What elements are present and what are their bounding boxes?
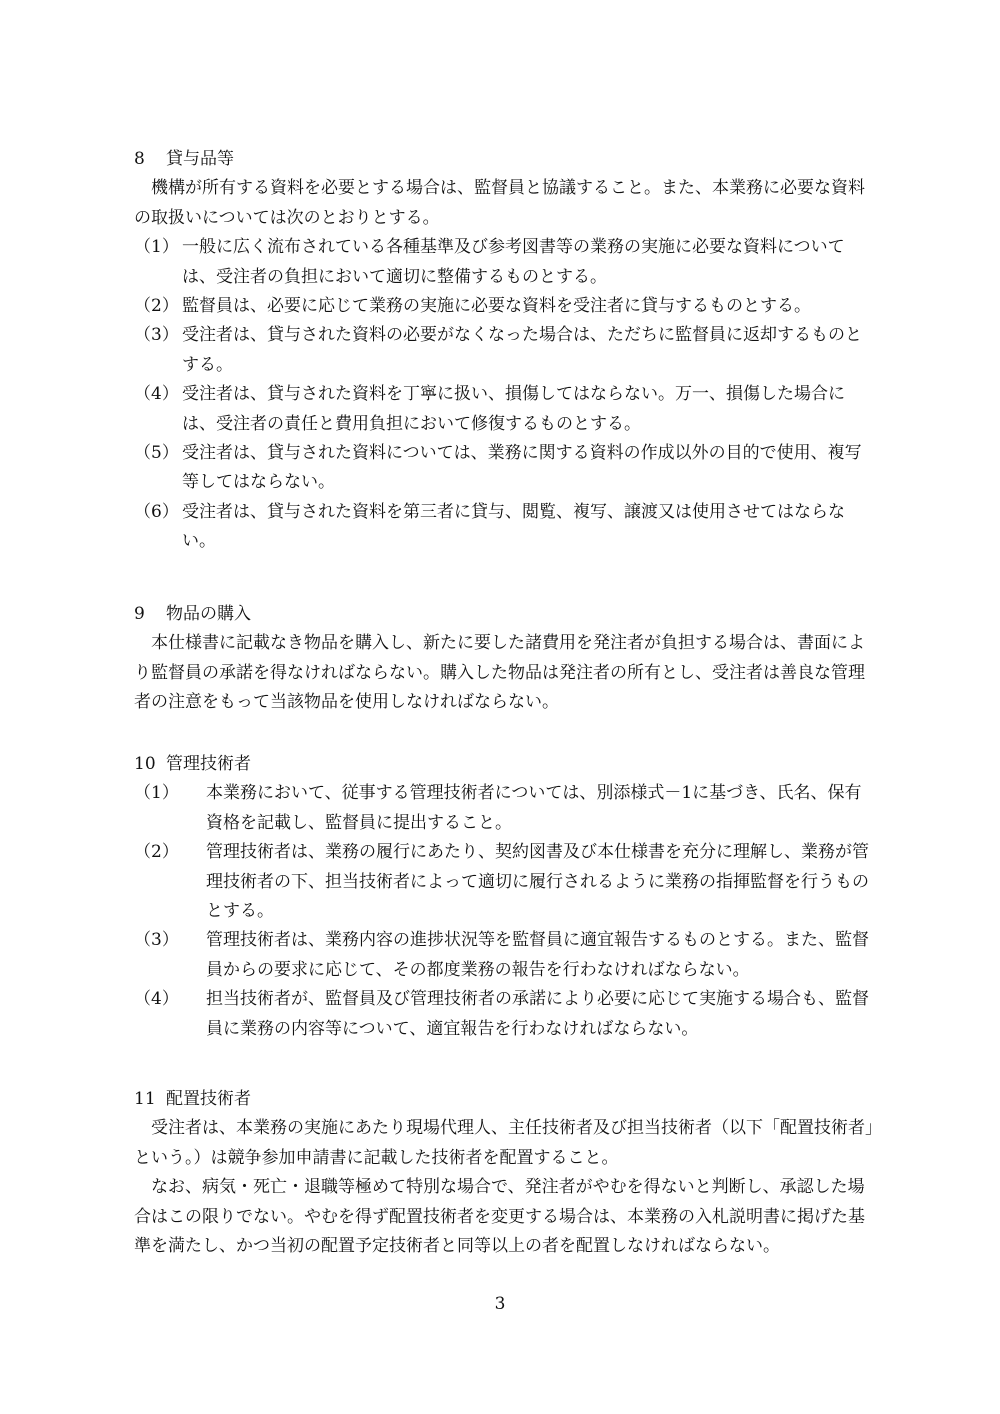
list-item — [134, 321, 874, 380]
list-item — [134, 380, 874, 439]
section-9 — [134, 600, 874, 718]
item-text: 受注者は、貸与された資料を丁寧に扱い、損傷してはならない。万一、損傷した場合には、受注者の責任と費用負担において修復するものとする。 — [182, 384, 845, 434]
section-heading — [134, 750, 874, 779]
list-item — [134, 838, 874, 926]
section-title: 配置技術者 — [166, 1089, 251, 1109]
list-item — [134, 233, 874, 292]
item-label: （6） — [134, 501, 179, 522]
section-number: 9 — [134, 604, 145, 624]
item-label: （3） — [134, 930, 179, 951]
section-number: 8 — [134, 149, 145, 169]
list-item — [134, 498, 874, 557]
item-text: 管理技術者は、業務の履行にあたり、契約図書及び本仕様書を充分に理解し、業務が管理技術者の下、担当技術者によって適切に履行されるように業務の指揮監督を行うものとする。 — [206, 842, 869, 922]
section-paragraph-2: なお、病気・死亡・退職等極めて特別な場合で、発注者がやむを得ないと判断し、承認した場合はこの限りでない。やむを得ず配置技術者を変更する場合は、本業務の入札説明書に掲げた基準を満たし、かつ当初の配置予定技術者と同等以上の者を配置しなければならない。 — [134, 1177, 865, 1257]
section-paragraph: 本仕様書に記載なき物品を購入し、新たに要した諸費用を発注者が負担する場合は、書面により監督員の承諾を得なければならない。購入した物品は発注者の所有とし、受注者は善良な管理者の注意をもって当該物品を使用しなければならない。 — [134, 633, 865, 713]
item-text: 一般に広く流布されている各種基準及び参考図書等の業務の実施に必要な資料については、受注者の負担において適切に整備するものとする。 — [182, 237, 845, 287]
section-heading — [134, 1085, 874, 1114]
section-title: 物品の購入 — [166, 604, 251, 624]
list-item — [134, 985, 874, 1044]
item-text: 受注者は、貸与された資料を第三者に貸与、閲覧、複写、譲渡又は使用させてはならない。 — [182, 501, 845, 552]
section-paragraph: 受注者は、本業務の実施にあたり現場代理人、主任技術者及び担当技術者（以下「配置技術者」という。）は競争参加申請書に記載した技術者を配置すること。 — [134, 1118, 874, 1168]
list-item — [134, 926, 874, 985]
item-text: 監督員は、必要に応じて業務の実施に必要な資料を受注者に貸与するものとする。 — [182, 296, 811, 317]
section-number: 11 — [134, 1089, 156, 1109]
section-title: 貸与品等 — [166, 149, 234, 169]
item-label: （2） — [134, 842, 179, 863]
section-heading — [134, 145, 874, 174]
item-text: 受注者は、貸与された資料の必要がなくなった場合は、ただちに監督員に返却するものとする。 — [182, 325, 862, 375]
item-label: （3） — [134, 325, 179, 346]
list-item — [134, 292, 874, 321]
item-label: （2） — [134, 296, 179, 317]
section-paragraph: 機構が所有する資料を必要とする場合は、監督員と協議すること。また、本業務に必要な資料の取扱いについては次のとおりとする。 — [134, 178, 865, 228]
item-label: （4） — [134, 384, 179, 405]
item-text: 管理技術者は、業務内容の進捗状況等を監督員に適宜報告するものとする。また、監督員からの要求に応じて、その都度業務の報告を行わなければならない。 — [206, 930, 869, 980]
section-11 — [134, 1085, 874, 1261]
section-heading — [134, 600, 874, 629]
section-8 — [134, 145, 874, 557]
section-number: 10 — [134, 754, 156, 774]
item-label: （4） — [134, 989, 179, 1010]
item-text: 本業務において、従事する管理技術者については、別添様式－1に基づき、氏名、保有資格を記載し、監督員に提出すること。 — [206, 783, 862, 833]
page-number: 3 — [494, 1294, 506, 1314]
item-text: 受注者は、貸与された資料については、業務に関する資料の作成以外の目的で使用、複写等してはならない。 — [182, 443, 862, 493]
item-label: （1） — [134, 237, 179, 258]
list-item — [134, 439, 874, 498]
item-label: （1） — [134, 783, 179, 804]
section-10 — [134, 750, 874, 1044]
section-title: 管理技術者 — [166, 754, 251, 774]
item-text: 担当技術者が、監督員及び管理技術者の承諾により必要に応じて実施する場合も、監督員に業務の内容等について、適宜報告を行わなければならない。 — [206, 989, 869, 1039]
item-label: （5） — [134, 443, 179, 464]
list-item — [134, 779, 874, 838]
